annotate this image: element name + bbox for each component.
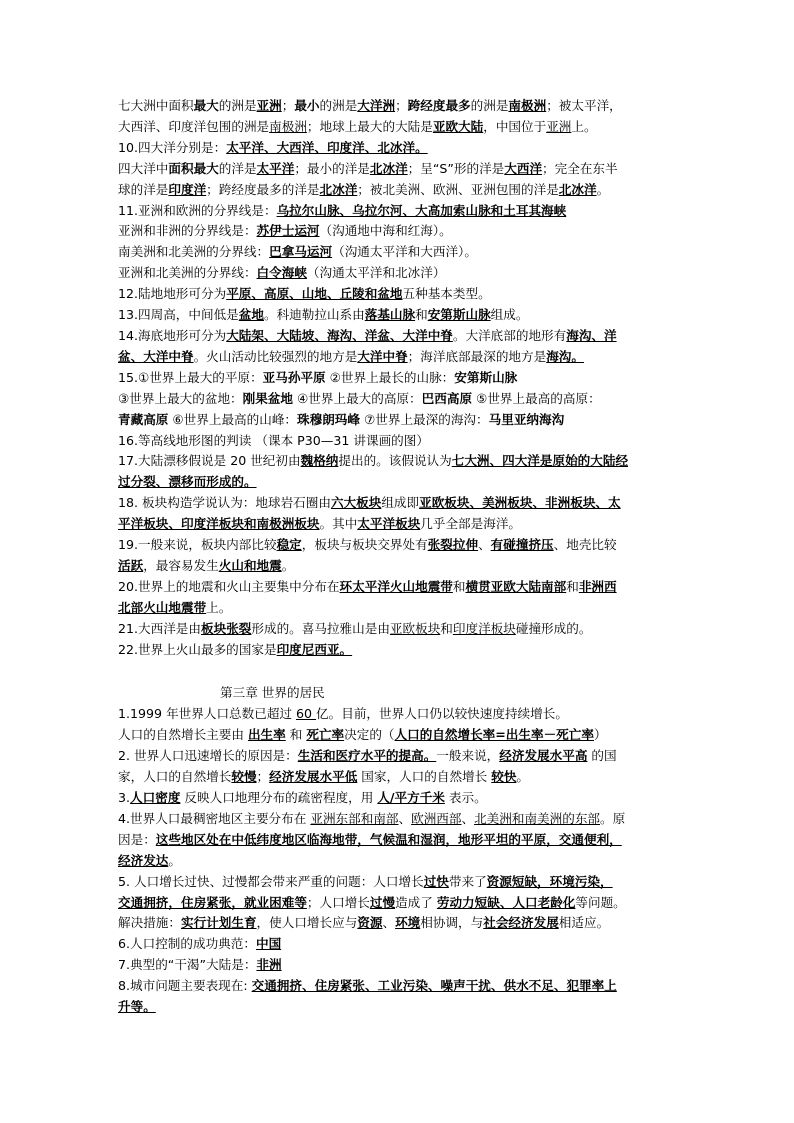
emphasis-run: 最大	[193, 98, 219, 113]
emphasis-run: 七大洲、四大洋是原始的大陆经	[451, 453, 629, 469]
text-run: 上。	[571, 118, 597, 134]
text-line	[118, 577, 684, 598]
emphasis-run: 北冰洋	[558, 181, 597, 197]
emphasis-run: 亚欧板块	[389, 620, 441, 636]
emphasis-run: 张裂拉伸	[427, 537, 479, 553]
text-line	[118, 431, 684, 452]
emphasis-run: 平原、高原、山地、丘陵和盆地	[226, 286, 403, 302]
text-run: 2. 世界人口迅速增长的原因是：	[118, 748, 298, 764]
text-run: 一般来说，	[436, 748, 500, 764]
emphasis-run: 实行计划生育	[180, 915, 257, 931]
emphasis-run: 平洋板块、印度洋板块和南极洲板块	[118, 516, 320, 532]
emphasis-run: 太平洋、大西洋、印度洋、北冰洋。	[226, 139, 428, 155]
text-line	[118, 955, 684, 976]
text-run: 、	[478, 537, 491, 553]
text-run: 七大洲中面积	[118, 98, 194, 113]
emphasis-run: 亚欧板块、美洲板块、非洲板块、太	[419, 495, 621, 511]
text-run: 。科迪勒拉山系由	[263, 307, 365, 323]
emphasis-run: 较慢	[231, 769, 257, 785]
text-line	[118, 326, 684, 347]
text-run: 的洲是	[218, 98, 257, 113]
text-run: 。原	[600, 810, 626, 826]
text-run: （沟通太平洋和北冰洋）	[306, 265, 446, 281]
text-run: 17.大陆漂移假说是 20 世纪初由	[118, 453, 301, 469]
emphasis-run: 人/平方千米	[377, 790, 445, 805]
text-line	[118, 619, 684, 640]
text-run: 亿。目前，世界人口仍以较快速度持续增长。	[316, 706, 568, 722]
emphasis-run: 乌拉尔山脉、乌拉尔河、大高加索山脉和土耳其海峡	[276, 202, 567, 218]
text-run: 的洋是	[218, 160, 257, 176]
emphasis-run: 盆地	[238, 307, 264, 323]
text-run: 15.①世界上最大的平原：	[118, 369, 263, 385]
text-run: 16.等高线地形图的判读 （课本 P30—31 讲课画的图）	[118, 432, 429, 448]
text-line	[118, 913, 684, 934]
text-run: 18. 板块构造学说认为：地球岩石圈由	[118, 495, 331, 511]
text-run: 21.大西洋是由	[118, 620, 201, 636]
text-run: ；海洋底部最深的地方是	[407, 348, 547, 364]
text-run: ⑦世界上最深的海沟：	[359, 411, 489, 427]
text-line	[118, 96, 684, 117]
text-run: 8.城市问题主要表现在:	[118, 978, 252, 994]
emphasis-run: 板块张裂	[201, 620, 252, 636]
emphasis-run: 较快	[491, 769, 517, 785]
text-run: 。大洋底部的地形有	[452, 327, 567, 343]
text-run: 造成了	[395, 894, 437, 910]
emphasis-run: 巴西高原	[421, 390, 473, 406]
emphasis-run: 最小	[294, 98, 320, 113]
emphasis-run: 海沟、洋	[566, 327, 617, 343]
emphasis-run: 珠穆朗玛峰	[297, 411, 360, 427]
text-run: ，最容易发生	[143, 557, 219, 573]
text-run: ，中国位于	[483, 118, 547, 134]
emphasis-run: 稳定	[276, 537, 302, 553]
section-continents-oceans	[118, 96, 684, 660]
emphasis-run: 过分裂、漂移而形成的。	[118, 474, 257, 490]
text-line	[118, 746, 684, 767]
text-run: 。	[516, 769, 530, 785]
text-run: 3.	[118, 790, 131, 805]
text-line	[118, 159, 684, 180]
text-run: ；	[256, 769, 270, 785]
emphasis-run: 过慢	[369, 894, 396, 910]
emphasis-run: 南极洲	[269, 118, 307, 134]
text-run: 和	[440, 620, 453, 636]
text-line	[118, 305, 684, 326]
emphasis-run: 环太平洋火山地震带	[339, 578, 453, 594]
emphasis-run: 资源	[357, 915, 383, 931]
text-run: 球的洋是	[118, 181, 169, 197]
text-line	[118, 138, 684, 159]
text-run: 组成即	[381, 495, 420, 511]
emphasis-run: 大洋中脊	[357, 348, 408, 364]
emphasis-run: 青藏高原	[118, 411, 169, 427]
text-run: ⑥世界上最高的山峰：	[168, 411, 298, 427]
text-run: 人口的自然增长主要由	[118, 727, 248, 743]
text-run: ④世界上最大的高原：	[293, 390, 422, 406]
text-run: 相适应。	[558, 915, 610, 931]
emphasis-run: 太平洋板块	[357, 516, 421, 532]
text-run: 解决措施：	[118, 915, 181, 931]
text-line	[118, 368, 684, 389]
text-run: ）	[593, 727, 607, 743]
emphasis-run: 劳动力短缺、人口老龄化	[436, 894, 576, 910]
text-run: 等问题。	[575, 894, 626, 910]
emphasis-run: 北美洲和南美洲的东部	[474, 810, 600, 826]
text-run: 7.典型的“干渴”大陆是：	[118, 957, 257, 973]
text-run: 。火山活动比较强烈的地方是	[193, 348, 358, 364]
text-run: 亚洲和非洲的分界线是：	[118, 223, 257, 239]
text-run: ；被太平洋，	[546, 98, 622, 113]
text-line	[118, 242, 684, 263]
section-population	[118, 704, 684, 1018]
emphasis-run: 经济发达	[118, 852, 169, 868]
emphasis-run: 交通拥挤，住房紧张，就业困难等	[118, 894, 307, 910]
emphasis-run: 海沟。	[546, 348, 584, 364]
text-line	[118, 117, 684, 138]
emphasis-run: 非洲西	[578, 578, 617, 594]
emphasis-run: 北冰洋	[319, 181, 358, 197]
emphasis-run: 欧洲西部	[411, 810, 462, 826]
text-line	[118, 704, 684, 725]
emphasis-run: 死亡率	[306, 727, 345, 743]
text-run: 组成。	[490, 307, 529, 323]
text-run: 6.人口控制的成功典范：	[118, 936, 256, 952]
text-run: ；被北美洲、欧洲、亚洲包围的洋是	[357, 181, 559, 197]
text-line	[118, 410, 684, 431]
text-run: 家，人口的自然增长	[118, 769, 232, 785]
emphasis-run: 火山和地震	[218, 557, 282, 573]
emphasis-run: 白令海峡	[256, 265, 307, 281]
emphasis-run: 印度洋板块	[452, 620, 516, 636]
emphasis-run: 盆、大洋中脊	[118, 348, 194, 364]
text-run: 上。	[206, 599, 232, 615]
text-run: 22.世界上火山最多的国家是	[118, 641, 277, 657]
emphasis-run: 非洲	[256, 957, 282, 973]
text-line	[118, 830, 684, 851]
emphasis-run: 北部火山地震带	[118, 599, 207, 615]
emphasis-run: 人口密度	[130, 790, 181, 805]
text-run: 几乎全部是海洋。	[420, 516, 521, 532]
text-run: 19.一般来说，板块内部比较	[118, 537, 277, 553]
text-line	[118, 389, 684, 410]
document-page	[118, 96, 684, 1018]
text-run: 和	[566, 578, 579, 594]
emphasis-run: 六大板块	[330, 495, 382, 511]
text-line	[118, 788, 684, 809]
text-run: （沟通太平洋和大西洋）。	[332, 244, 477, 260]
emphasis-run: 印度尼西亚。	[276, 641, 353, 657]
emphasis-run: 有碰撞挤压	[490, 537, 554, 553]
emphasis-run: 大陆架、大陆坡、海沟、洋盆、大洋中脊	[226, 327, 453, 343]
emphasis-run: 亚欧大陆	[432, 118, 484, 134]
emphasis-run: 跨经度最多	[407, 98, 471, 113]
text-run: ；跨经度最多的洋是	[206, 181, 320, 197]
text-run: ②世界上最长的山脉：	[325, 369, 455, 385]
text-run: 14.海底地形可分为	[118, 327, 227, 343]
text-run: 、	[382, 915, 396, 931]
text-run: 决定的（	[344, 727, 395, 743]
text-run: 形成的。喜马拉雅山是由	[251, 620, 390, 636]
text-line	[118, 997, 684, 1018]
text-run: 五种基本类型。	[402, 286, 491, 302]
text-run: 4.世界人口最稠密地区主要分布在	[118, 810, 311, 826]
text-run: （沟通地中海和红海）。	[319, 223, 452, 239]
emphasis-run: 安第斯山脉	[454, 369, 518, 385]
emphasis-run: 大洋洲	[357, 98, 396, 113]
text-run: ；	[281, 98, 295, 113]
text-run: ；地球上最大的大陆是	[306, 118, 433, 134]
text-run: 10.四大洋分别是：	[118, 139, 227, 155]
text-line	[118, 535, 684, 556]
text-run: 的国	[587, 748, 617, 764]
text-line	[118, 514, 684, 535]
emphasis-run: 活跃	[118, 557, 144, 573]
emphasis-run: 太平洋	[256, 160, 295, 176]
text-run: 因是：	[118, 831, 156, 847]
text-line	[118, 451, 684, 472]
text-run: ；呈“S”形的洋是	[407, 160, 505, 176]
text-run: 反映人口地理分布的疏密程度，用	[180, 790, 378, 805]
text-line	[118, 472, 684, 493]
emphasis-run: 60	[296, 706, 317, 722]
text-line	[118, 347, 684, 368]
emphasis-run: 出生率	[247, 727, 286, 743]
text-run: 。	[596, 181, 610, 197]
text-run: 13.四周高，中间低是	[118, 307, 239, 323]
text-line	[118, 598, 684, 619]
text-line	[118, 556, 684, 577]
text-run: 和	[452, 578, 466, 594]
text-run: ③世界上最大的盆地：	[118, 390, 243, 406]
text-run: ⑤世界上最高的高原：	[472, 390, 601, 406]
emphasis-run: 北冰洋	[369, 160, 408, 176]
text-line	[118, 976, 684, 997]
text-line	[118, 284, 684, 305]
emphasis-run: 亚洲	[546, 118, 572, 134]
text-run: 提出的。该假说认为	[338, 453, 452, 469]
text-run: ；完全在东半	[542, 160, 618, 176]
text-run: 、地壳比较	[553, 537, 617, 553]
text-run: 。其中	[319, 516, 358, 532]
emphasis-run: 魏格纳	[300, 453, 339, 469]
emphasis-run: 横贯亚欧大陆南部	[465, 578, 567, 594]
text-line	[118, 767, 684, 788]
text-line	[118, 180, 684, 201]
text-run: 。	[168, 852, 181, 868]
text-line	[118, 893, 684, 914]
spacer	[118, 660, 684, 683]
text-line	[118, 221, 684, 242]
emphasis-run: 亚洲东部和南部	[310, 810, 399, 826]
emphasis-run: 这些地区处在中低纬度地区临海地带，气候温和湿润，地形平坦的平原，交通便利，	[155, 831, 622, 847]
text-run: ，板块与板块交界处有	[301, 537, 428, 553]
emphasis-run: 面积最大	[168, 160, 219, 176]
text-run: 相协调，与	[420, 915, 484, 931]
text-line	[118, 493, 684, 514]
text-run: ，使人口增长应与	[256, 915, 358, 931]
text-run: 的洲是	[470, 98, 509, 113]
text-line	[118, 809, 684, 830]
text-run: 和	[415, 307, 428, 323]
emphasis-run: 升等。	[118, 999, 156, 1015]
text-run: 带来了	[448, 873, 487, 889]
text-run: 5. 人口增长过快、过慢都会带来严重的问题：人口增长	[118, 873, 424, 889]
chapter-title: 第三章 世界的居民	[220, 685, 325, 701]
text-run: 和	[285, 727, 307, 743]
text-line	[118, 872, 684, 893]
text-run: 、	[461, 810, 475, 826]
emphasis-run: 南极洲	[508, 98, 547, 113]
text-run: 、	[398, 810, 412, 826]
text-run: 碰撞形成的。	[515, 620, 592, 636]
emphasis-run: 生活和医疗水平的提高。	[297, 748, 437, 764]
text-line	[118, 934, 684, 955]
text-run: 表示。	[444, 790, 487, 805]
text-run: 11.亚洲和欧洲的分界线是：	[118, 202, 277, 218]
emphasis-run: 落基山脉	[364, 307, 416, 323]
emphasis-run: 资源短缺，环境污染，	[486, 873, 613, 889]
emphasis-run: 人口的自然增长率=出生率－死亡率	[394, 727, 594, 743]
emphasis-run: 中国	[255, 936, 282, 952]
emphasis-run: 亚马孙平原	[262, 369, 326, 385]
emphasis-run: 交通拥挤、住房紧张、工业污染、噪声干扰、供水不足、犯罪率上	[251, 978, 617, 994]
emphasis-run: 过快	[423, 873, 449, 889]
text-run: 的洲是	[319, 98, 358, 113]
emphasis-run: 巴拿马运河	[269, 244, 333, 260]
text-line	[118, 851, 684, 872]
text-line	[118, 263, 684, 284]
text-run: 20.世界上的地震和火山主要集中分布在	[118, 578, 340, 594]
text-run: 南美洲和北美洲的分界线：	[118, 244, 270, 260]
text-run: ；最小的洋是	[294, 160, 370, 176]
emphasis-run: 安第斯山脉	[427, 307, 491, 323]
emphasis-run: 马里亚纳海沟	[488, 411, 565, 427]
emphasis-run: 环境	[395, 915, 421, 931]
text-run: 。	[281, 557, 295, 573]
text-run: 国家，人口的自然增长	[357, 769, 492, 785]
text-run: 1.1999 年世界人口总数已超过	[118, 706, 297, 722]
emphasis-run: 社会经济发展	[483, 915, 559, 931]
emphasis-run: 经济发展水平低	[269, 769, 358, 785]
emphasis-run: 经济发展水平高	[499, 748, 588, 764]
emphasis-run: 苏伊士运河	[256, 223, 320, 239]
emphasis-run: 印度洋	[168, 181, 207, 197]
emphasis-run: 刚果盆地	[242, 390, 294, 406]
text-run: ；人口增长	[306, 894, 370, 910]
text-run: 大西洋、印度洋包围的洲是	[118, 118, 270, 134]
text-run: 四大洋中	[118, 160, 169, 176]
emphasis-run: 亚洲	[256, 98, 282, 113]
text-run: ；	[395, 98, 408, 113]
text-run: 12.陆地地形可分为	[118, 286, 227, 302]
text-run: 亚洲和北美洲的分界线：	[118, 265, 257, 281]
text-line	[118, 201, 684, 222]
text-line	[118, 640, 684, 661]
text-line	[118, 725, 684, 746]
emphasis-run: 大西洋	[504, 160, 543, 176]
